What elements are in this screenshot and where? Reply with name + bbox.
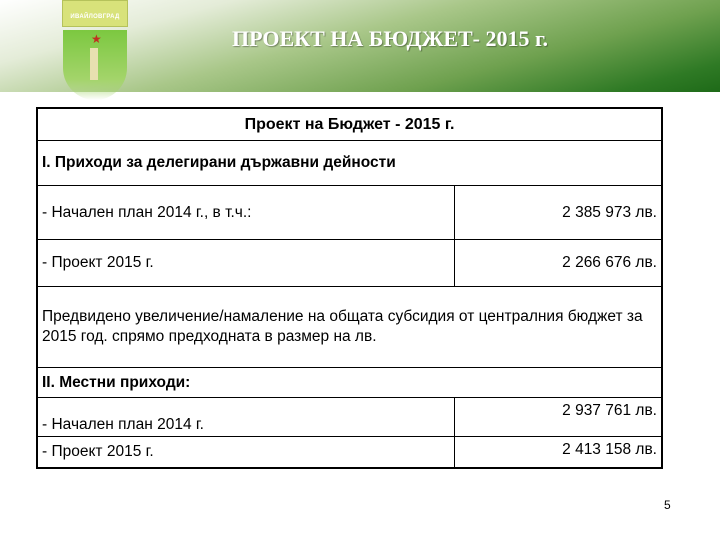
table-row [37, 240, 662, 287]
row-value: 2 937 761 лв. [455, 398, 663, 437]
table-row [37, 398, 662, 437]
table-row [37, 437, 662, 468]
subsidy-note: Предвидено увеличение/намаление на общата субсидия от централния бюджет за 2015 год. спрямо предходната в размер на лв. [37, 287, 662, 368]
slide-title: ПРОЕКТ НА БЮДЖЕТ- 2015 г. [231, 26, 549, 51]
budget-table [36, 107, 663, 469]
table-title: Проект на Бюджет - 2015 г. [37, 108, 662, 141]
section-local-revenue: II. Местни приходи: [37, 368, 662, 398]
municipality-logo [62, 0, 128, 110]
page-number: 5 [664, 498, 671, 512]
row-label: - Проект 2015 г. [37, 240, 455, 287]
row-value: 2 413 158 лв. [455, 437, 663, 468]
row-label: - Начален план 2014 г., в т.ч.: [37, 186, 455, 240]
section-delegated-revenue: I. Приходи за делегирани държавни дейности [37, 141, 662, 186]
star-icon: ★ [91, 32, 102, 46]
table-row [37, 186, 662, 240]
tower-icon [90, 48, 98, 80]
row-value: 2 385 973 лв. [455, 186, 663, 240]
row-label: - Проект 2015 г. [37, 437, 455, 468]
header-banner [0, 0, 720, 92]
row-label: - Начален план 2014 г. [37, 398, 455, 437]
logo-text: ИВАЙЛОВГРАД [70, 14, 120, 20]
row-value: 2 266 676 лв. [455, 240, 663, 287]
